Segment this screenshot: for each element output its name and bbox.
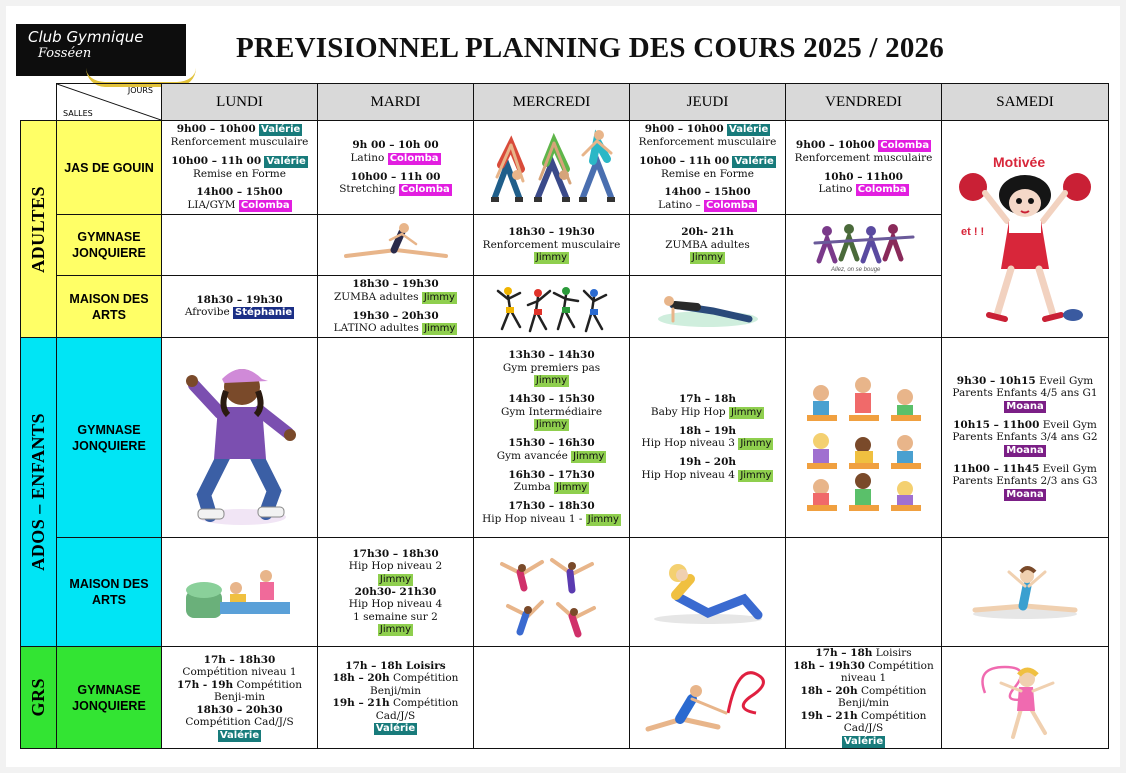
schedule-line <box>1004 488 1045 501</box>
course-label: Renforcement musculaire <box>170 136 309 149</box>
course-label: Renforcement musculaire <box>482 238 621 251</box>
course-label: Renforcement musculaire <box>794 152 933 164</box>
course-label: ZUMBA adultes <box>334 290 419 303</box>
schedule-line <box>952 387 1097 400</box>
category-grs: GRS <box>20 646 57 749</box>
course-label: Eveil Gym <box>1039 462 1097 475</box>
schedule-line <box>483 239 621 252</box>
schedule-line <box>642 437 774 450</box>
schedule-line <box>661 168 754 181</box>
time-range: 18h – 19h <box>678 424 737 437</box>
instructor-badge: Jimmy <box>535 252 568 263</box>
instructor-badge: Jimmy <box>740 438 772 450</box>
time-range: 10h00 – 11h 00 <box>350 170 441 183</box>
schedule-line <box>664 186 750 199</box>
et-text: et ! ! <box>961 226 985 238</box>
time-range: 18h30 – 19h30 <box>352 278 439 290</box>
schedule-line <box>534 418 569 431</box>
illustration-kids-yoga <box>785 337 942 538</box>
time-range: 19h – 21h <box>332 697 390 710</box>
schedule-line <box>815 647 911 660</box>
time-range: 10h00 – 11h 00 <box>639 154 730 167</box>
instructor-badge: Valérie <box>729 124 769 136</box>
time-range: 14h30 – 15h30 <box>508 393 595 406</box>
time-range: 20h- 21h <box>681 226 734 238</box>
course-label: LIA/GYM <box>187 198 236 211</box>
course-label: Compétition <box>857 709 927 722</box>
instructor-badge: Valérie <box>219 729 260 741</box>
schedule-line <box>508 393 594 406</box>
schedule-line <box>508 500 594 513</box>
slot-mercredi-gymnase-ados <box>473 337 630 538</box>
time-range: 18h – 20h <box>332 672 390 685</box>
illustration-ribbon-gymnast <box>629 646 786 749</box>
slot-jeudi-gymnase-ados <box>629 337 786 538</box>
logo-line-1: Club Gymnique <box>28 28 144 46</box>
illustration-split-girl <box>941 537 1109 647</box>
course-label: Parents Enfants 2/3 ans G3 <box>952 475 1098 487</box>
instructor-badge: Jimmy <box>587 513 619 525</box>
instructor-badge: Valérie <box>266 155 306 167</box>
course-label: Compétition <box>864 659 934 672</box>
schedule-line <box>690 251 725 264</box>
schedule-line <box>679 456 736 469</box>
slot-mardi-grs <box>317 646 474 749</box>
time-range: 9h00 – 10h00 <box>644 123 724 136</box>
schedule-line <box>353 611 438 624</box>
course-label: Benji-min <box>214 691 265 703</box>
course-label: Benji/min <box>370 684 421 697</box>
schedule-line <box>534 251 569 264</box>
schedule-line <box>482 513 621 526</box>
schedule-line <box>349 560 442 573</box>
schedule-line <box>352 548 438 561</box>
time-range: 17h30 – 18h30 <box>508 500 595 513</box>
schedule-line <box>334 322 458 335</box>
schedule-line <box>497 450 607 463</box>
schedule-line <box>345 660 445 673</box>
schedule-line <box>841 672 886 685</box>
instructor-badge: Jimmy <box>424 323 456 334</box>
course-label: Eveil Gym <box>1035 374 1094 387</box>
time-range: 18h – 19h30 <box>793 659 865 672</box>
course-label: Gym premiers pas <box>502 361 601 374</box>
schedule-line <box>171 136 309 149</box>
time-range: 10h15 – 11h00 <box>953 418 1040 431</box>
instructor-badge: Moana <box>1006 400 1044 412</box>
schedule-line <box>171 155 308 168</box>
schedule-line <box>953 419 1097 432</box>
instructor-badge: Moana <box>1006 488 1044 500</box>
illustration-dancing-group <box>785 214 942 276</box>
schedule-line <box>639 136 777 149</box>
time-range: 10h00 – 11h 00 <box>171 154 262 167</box>
slot-mercredi-gymnase-adultes <box>473 214 630 276</box>
course-label: Hip Hop niveau 4 <box>348 598 443 611</box>
instructor-badge: Jimmy <box>379 624 412 636</box>
day-header-jeudi: JEUDI <box>629 83 786 121</box>
course-label: Gym Intermédiaire <box>500 405 603 418</box>
schedule-line <box>182 666 296 679</box>
course-label: Zumba <box>513 481 551 494</box>
schedule-line <box>679 393 736 406</box>
slot-mardi-jas <box>317 120 474 215</box>
course-label: Eveil Gym <box>1039 418 1097 431</box>
course-label: Latino <box>350 151 385 164</box>
instructor-badge: Colomba <box>240 199 290 211</box>
category-ados-enfants: ADOS – ENFANTS <box>20 337 57 647</box>
slot-vendredi-jas <box>785 120 942 215</box>
illustration-plank-man <box>629 275 786 338</box>
instructor-badge: Jimmy <box>535 375 568 387</box>
schedule-line <box>351 171 441 184</box>
header-jours: JOURS <box>127 86 153 95</box>
day-header-mardi: MARDI <box>317 83 474 121</box>
schedule-line <box>842 735 885 748</box>
course-label: Compétition <box>389 697 459 710</box>
instructor-badge: Valérie <box>734 155 774 167</box>
course-label: Hip Hop niveau 4 <box>641 468 735 481</box>
schedule-line <box>508 437 594 450</box>
schedule-line <box>534 374 569 387</box>
time-range: 9h 00 – 10h 00 <box>352 139 439 151</box>
illustration-rhythmic-gymnasts <box>473 537 630 647</box>
room-gymnase-jonquiere-adultes: GYMNASE JONQUIERE <box>56 214 162 276</box>
schedule-line <box>196 294 282 307</box>
illustration-situps-girl <box>629 537 786 647</box>
category-adultes: ADULTES <box>20 120 57 338</box>
schedule-line <box>793 660 934 673</box>
course-label: ZUMBA adultes <box>665 238 750 251</box>
schedule-line <box>645 123 771 136</box>
schedule-line <box>665 239 749 252</box>
instructor-badge: Jimmy <box>740 469 772 481</box>
slot-lundi-maison-adultes <box>161 275 318 338</box>
schedule-line <box>795 152 933 165</box>
schedule-line <box>952 475 1097 488</box>
course-label: Benji/min <box>838 697 889 710</box>
time-range: 17h30 – 18h30 <box>352 547 439 560</box>
schedule-line <box>824 171 903 184</box>
schedule-line <box>501 406 602 419</box>
schedule-line <box>370 685 421 698</box>
illustration-ribbon-girl <box>941 646 1109 749</box>
illustration-split-gymnast <box>317 214 474 276</box>
time-range: 9h00 – 10h00 <box>176 123 256 136</box>
instructor-badge: Colomba <box>705 199 755 211</box>
logo-line-2: Fosséen <box>38 46 92 61</box>
course-label: Loisirs <box>872 647 912 660</box>
course-label: niveau 1 <box>840 672 887 685</box>
schedule-line <box>349 598 442 611</box>
schedule-line <box>185 716 293 729</box>
instructor-badge: Valérie <box>261 124 301 136</box>
course-label: Afrovibe <box>184 306 230 319</box>
schedule-line <box>339 183 452 196</box>
time-range: 18h – 20h <box>800 684 858 697</box>
instructor-badge: Jimmy <box>730 406 763 418</box>
schedule-line <box>514 481 589 494</box>
schedule-line <box>352 139 438 152</box>
schedule-line <box>177 123 303 136</box>
allez-text: Allez, on se bouge <box>830 267 880 273</box>
room-maison-des-arts-ados: MAISON DES ARTS <box>56 537 162 647</box>
schedule-line <box>844 722 884 735</box>
schedule-line <box>350 152 440 165</box>
time-range: 18h30 – 19h30 <box>508 226 595 238</box>
course-label: Remise en Forme <box>193 167 286 180</box>
schedule-line <box>639 155 776 168</box>
course-label: Hip Hop niveau 2 <box>348 560 443 573</box>
schedule-line <box>651 406 764 419</box>
schedule-line <box>185 306 294 319</box>
slot-lundi-grs <box>161 646 318 749</box>
instructor-badge: Colomba <box>857 184 907 195</box>
schedule-line <box>214 691 265 704</box>
schedule-line <box>679 425 736 438</box>
time-range: 19h – 21h <box>800 709 858 722</box>
instructor-badge: Moana <box>1006 444 1044 456</box>
slot-lundi-jas <box>161 120 318 215</box>
course-label: Compétition niveau 1 <box>182 666 297 678</box>
illustration-fitness-women <box>473 120 630 215</box>
day-header-mercredi: MERCREDI <box>473 83 630 121</box>
slot-jeudi-gymnase-adultes <box>629 214 786 276</box>
time-range: 19h30 – 20h30 <box>352 309 439 322</box>
time-range: 14h00 – 15h00 <box>196 186 283 199</box>
slot-vendredi-maison-ados <box>785 537 942 647</box>
instructor-badge: Colomba <box>389 152 439 164</box>
instructor-badge: Colomba <box>880 140 930 151</box>
motivee-text: Motivée <box>993 154 1046 170</box>
schedule-line <box>352 278 438 291</box>
course-label: Cad/J/S <box>375 709 416 722</box>
instructor-badge: Jimmy <box>423 291 455 303</box>
slot-vendredi-grs <box>785 646 942 749</box>
instructor-badge: Jimmy <box>535 419 568 431</box>
instructor-badge: Colomba <box>400 184 450 195</box>
schedule-line <box>333 672 459 685</box>
slot-samedi-gymnase-ados <box>941 337 1109 538</box>
course-label: Compétition <box>389 672 459 685</box>
room-gymnase-jonquiere-grs: GYMNASE JONQUIERE <box>56 646 162 749</box>
schedule-line <box>952 431 1097 444</box>
slot-jeudi-jas <box>629 120 786 215</box>
schedule-line <box>658 199 757 212</box>
room-maison-des-arts-adultes: MAISON DES ARTS <box>56 275 162 338</box>
schedule-line <box>376 710 416 723</box>
course-label: Compétition Cad/J/S <box>185 716 294 728</box>
illustration-kids-mats <box>161 537 318 647</box>
time-range: 16h30 – 17h30 <box>508 468 595 481</box>
header-corner <box>56 83 162 121</box>
instructor-badge: Valérie <box>375 723 416 735</box>
course-label: Remise en Forme <box>661 167 754 180</box>
course-label: Cad/J/S <box>843 722 884 735</box>
slot-mardi-maison-adultes <box>317 275 474 338</box>
slot-mardi-gymnase-ados <box>317 337 474 538</box>
club-logo <box>16 24 196 82</box>
course-label: Hip Hop niveau 1 - <box>482 512 583 525</box>
schedule-line <box>218 729 261 742</box>
schedule-line <box>681 226 734 239</box>
time-range: 17h – 18h <box>678 393 737 406</box>
instructor-badge: Jimmy <box>379 573 412 585</box>
schedule-line <box>1004 400 1045 413</box>
schedule-line <box>503 362 600 375</box>
time-range: 14h00 – 15h00 <box>664 186 751 199</box>
schedule-line <box>1004 444 1045 457</box>
course-label: 1 semaine sur 2 <box>353 610 438 623</box>
schedule-line <box>334 291 457 304</box>
schedule-line <box>196 704 282 717</box>
schedule-line <box>957 375 1093 388</box>
time-range: 17h – 18h30 <box>203 653 276 666</box>
room-gymnase-jonquiere-ados: GYMNASE JONQUIERE <box>56 337 162 538</box>
slot-mardi-maison-ados <box>317 537 474 647</box>
schedule-line <box>196 186 282 199</box>
time-range: 18h30 – 20h30 <box>196 703 283 716</box>
schedule-line <box>508 349 594 362</box>
schedule-line <box>374 722 417 735</box>
room-jas-de-gouin: JAS DE GOUIN <box>56 120 162 215</box>
time-range: 20h30- 21h30 <box>354 585 437 598</box>
schedule-line <box>193 168 286 181</box>
time-range: 10h0 – 11h00 <box>824 170 903 183</box>
course-label: Parents Enfants 4/5 ans G1 <box>952 387 1098 399</box>
illustration-zumba-dancers <box>473 275 630 338</box>
course-label: LATINO adultes <box>333 322 419 334</box>
schedule-line <box>333 697 459 710</box>
schedule-line <box>801 710 927 723</box>
page-title: PREVISIONNEL PLANNING DES COURS 2025 / 2026 <box>236 32 944 64</box>
schedule-line <box>838 697 889 710</box>
time-range: 17h – 18h <box>815 647 873 660</box>
time-range: 17h - 19h <box>177 678 234 691</box>
time-range: 18h30 – 19h30 <box>196 293 283 306</box>
time-range: 15h30 – 16h30 <box>508 437 595 450</box>
time-range: 17h – 18h Loisirs <box>345 659 446 672</box>
schedule-line <box>796 139 931 152</box>
planning-page <box>6 6 1120 767</box>
day-header-samedi: SAMEDI <box>941 83 1109 121</box>
instructor-badge: Jimmy <box>556 482 588 494</box>
course-label: Parents Enfants 3/4 ans G2 <box>952 431 1098 443</box>
schedule-line <box>187 199 291 212</box>
schedule-line <box>642 469 774 482</box>
slot-lundi-gymnase-adultes <box>161 214 318 276</box>
instructor-badge: Valérie <box>843 735 884 747</box>
instructor-badge: Jimmy <box>573 450 605 462</box>
course-label: Gym avancée <box>496 449 568 462</box>
schedule-line <box>508 469 594 482</box>
course-label: Hip Hop niveau 3 <box>641 437 735 450</box>
schedule-line <box>352 310 438 323</box>
time-range: 11h00 – 11h45 <box>953 462 1040 475</box>
schedule-line <box>378 573 413 586</box>
schedule-line <box>508 226 594 239</box>
course-label: Latino – <box>658 198 701 211</box>
instructor-badge: Jimmy <box>691 252 724 263</box>
time-range: 9h30 – 10h15 <box>956 374 1036 387</box>
schedule-line <box>355 586 437 599</box>
course-label: Stretching <box>339 183 396 195</box>
schedule-line <box>818 183 908 196</box>
header-salles: SALLES <box>63 109 93 118</box>
time-range: 19h – 20h <box>678 456 737 469</box>
schedule-line <box>953 463 1097 476</box>
time-range: 9h00 – 10h00 <box>795 139 875 151</box>
course-label: Latino <box>818 183 853 195</box>
time-range: 13h30 – 14h30 <box>508 349 595 362</box>
slot-vendredi-maison-adultes <box>785 275 942 338</box>
slot-mercredi-grs <box>473 646 630 749</box>
schedule-line <box>204 654 276 667</box>
course-label: Compétition <box>857 684 927 697</box>
course-label: Compétition <box>233 678 302 691</box>
illustration-hiphop-dancer <box>161 337 318 538</box>
illustration-cheerleader <box>941 120 1109 338</box>
course-label: Renforcement musculaire <box>638 136 777 149</box>
course-label: Baby Hip Hop <box>650 405 726 418</box>
instructor-badge: Stéphanie <box>235 307 293 319</box>
schedule-line <box>801 685 927 698</box>
schedule-line <box>378 623 413 636</box>
schedule-line <box>177 679 302 692</box>
day-header-lundi: LUNDI <box>161 83 318 121</box>
day-header-vendredi: VENDREDI <box>785 83 942 121</box>
